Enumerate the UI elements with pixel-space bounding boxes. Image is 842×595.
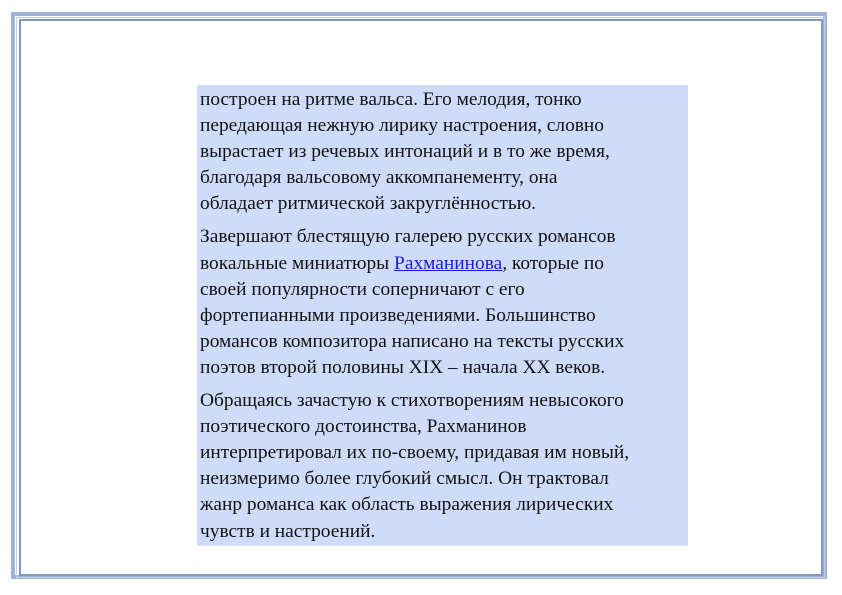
text-line: Обращаясь зачастую к стихотворениям невысокого xyxy=(200,390,624,412)
text-fragment: , которые по xyxy=(502,252,604,274)
text-line: вырастает из речевых интонаций и в то же время, xyxy=(200,141,610,163)
text-block xyxy=(197,85,688,546)
paragraph-1 xyxy=(200,87,686,217)
text-line: благодаря вальсовому аккомпанементу, она xyxy=(200,167,558,189)
paragraph-2 xyxy=(200,224,686,381)
text-line: жанр романса как область выражения лирических xyxy=(200,494,614,516)
text-line: поэтов второй половины XIX – начала XX веков. xyxy=(200,356,606,378)
rachmaninov-link[interactable]: Рахманинова xyxy=(394,252,503,274)
text-line: чувств и настроений. xyxy=(200,520,376,542)
text-line: своей популярности соперничают с его xyxy=(200,278,525,300)
text-line: интерпретировал их по-своему, придавая им новый, xyxy=(200,442,630,464)
text-line: Завершают блестящую галерею русских романсов xyxy=(200,226,616,248)
text-line-with-link xyxy=(200,251,686,277)
text-line: романсов композитора написано на тексты русских xyxy=(200,330,625,352)
text-line: фортепианными произведениями. Большинство xyxy=(200,304,596,326)
text-line: обладает ритмической закруглённостью. xyxy=(200,193,537,215)
text-line: передающая нежную лирику настроения, словно xyxy=(200,115,605,137)
text-line: неизмеримо более глубокий смысл. Он трактовал xyxy=(200,468,609,490)
text-line: построен на ритме вальса. Его мелодия, тонко xyxy=(200,89,582,110)
text-fragment: вокальные миниатюры xyxy=(200,252,395,274)
text-line: поэтического достоинства, Рахманинов xyxy=(200,416,527,438)
paragraph-3 xyxy=(200,388,686,545)
